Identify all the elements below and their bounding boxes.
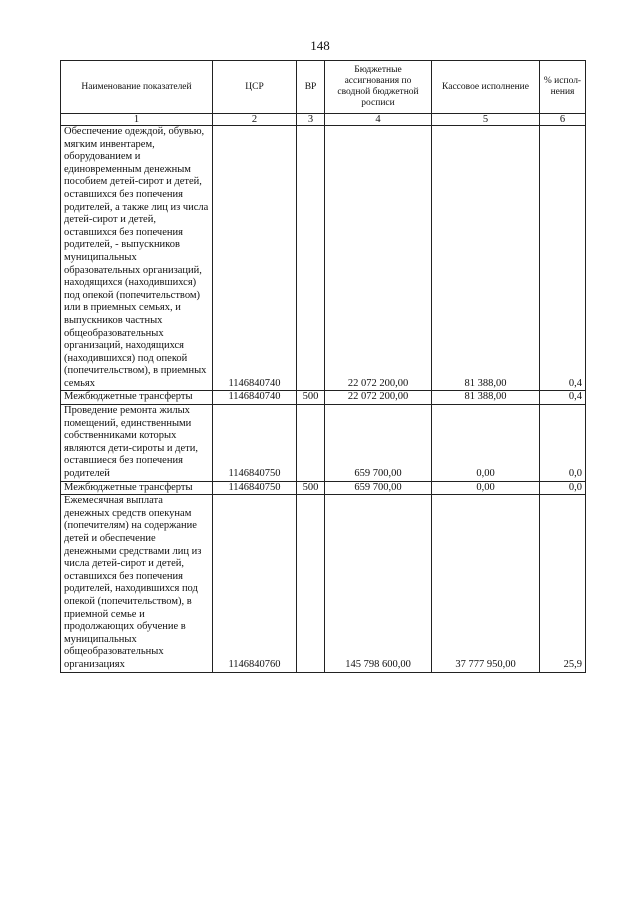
budget-report-table bbox=[60, 60, 586, 673]
table-row bbox=[61, 495, 586, 672]
header-csr: ЦСР bbox=[213, 61, 297, 114]
row-vr bbox=[297, 126, 325, 391]
header-percent: % испол-нения bbox=[540, 61, 586, 114]
column-numbers-row bbox=[61, 114, 586, 126]
row-cash: 0,00 bbox=[432, 481, 540, 495]
row-csr: 1146840750 bbox=[213, 405, 297, 482]
table-row bbox=[61, 481, 586, 495]
table-row bbox=[61, 405, 586, 482]
row-name: Проведение ремонта жилых помещений, единственными собственниками которых являются дети-сироты и дети, оставшиеся без попечения родителей bbox=[61, 405, 213, 482]
row-csr: 1146840740 bbox=[213, 126, 297, 391]
header-budget: Бюджетные ассигнования по сводной бюджетной росписи bbox=[325, 61, 432, 114]
row-name: Обеспечение одеждой, обувью, мягким инвентарем, оборудованием и единовременным денежным пособием детей-сирот и детей, оставшихся без попечения родителей, а также лиц из числа детей-сирот и детей, оставшихся без попечения родителей, - выпускников муниципальных образовательных организаций, находящихся (находившихся) под опекой (попечительством) или в приемных семьях, и выпускников частных общеобразовательных организаций, находящихся (находившихся) под опекой (попечительством), в приемных семьях bbox=[61, 126, 213, 391]
table-header-row bbox=[61, 61, 586, 114]
page-number: 148 bbox=[310, 38, 330, 53]
table-row bbox=[61, 126, 586, 391]
row-csr: 1146840750 bbox=[213, 481, 297, 495]
table-row bbox=[61, 391, 586, 405]
header-cash: Кассовое исполнение bbox=[432, 61, 540, 114]
row-name: Межбюджетные трансферты bbox=[61, 391, 213, 405]
column-number: 1 bbox=[61, 114, 213, 126]
header-vr: ВР bbox=[297, 61, 325, 114]
row-vr bbox=[297, 405, 325, 482]
row-percent: 25,9 bbox=[540, 495, 586, 672]
column-number: 4 bbox=[325, 114, 432, 126]
row-percent: 0,0 bbox=[540, 481, 586, 495]
row-budget: 659 700,00 bbox=[325, 405, 432, 482]
row-budget: 145 798 600,00 bbox=[325, 495, 432, 672]
column-number: 6 bbox=[540, 114, 586, 126]
row-vr: 500 bbox=[297, 391, 325, 405]
row-cash: 81 388,00 bbox=[432, 126, 540, 391]
row-percent: 0,4 bbox=[540, 126, 586, 391]
row-vr: 500 bbox=[297, 481, 325, 495]
column-number: 2 bbox=[213, 114, 297, 126]
row-csr: 1146840760 bbox=[213, 495, 297, 672]
row-cash: 81 388,00 bbox=[432, 391, 540, 405]
row-cash: 37 777 950,00 bbox=[432, 495, 540, 672]
row-vr bbox=[297, 495, 325, 672]
row-cash: 0,00 bbox=[432, 405, 540, 482]
column-number: 3 bbox=[297, 114, 325, 126]
column-number: 5 bbox=[432, 114, 540, 126]
row-name: Межбюджетные трансферты bbox=[61, 481, 213, 495]
row-budget: 22 072 200,00 bbox=[325, 391, 432, 405]
row-budget: 22 072 200,00 bbox=[325, 126, 432, 391]
row-budget: 659 700,00 bbox=[325, 481, 432, 495]
row-percent: 0,4 bbox=[540, 391, 586, 405]
row-name: Ежемесячная выплата денежных средств опекунам (попечителям) на содержание детей и обеспечение денежными средствами лиц из числа детей-сирот и детей, оставшихся без попечения родителей, находившихся под опекой (попечительством), в приемной семье и продолжающих обучение в муниципальных общеобразовательных организациях bbox=[61, 495, 213, 672]
row-percent: 0,0 bbox=[540, 405, 586, 482]
row-csr: 1146840740 bbox=[213, 391, 297, 405]
header-name: Наименование показателей bbox=[61, 61, 213, 114]
